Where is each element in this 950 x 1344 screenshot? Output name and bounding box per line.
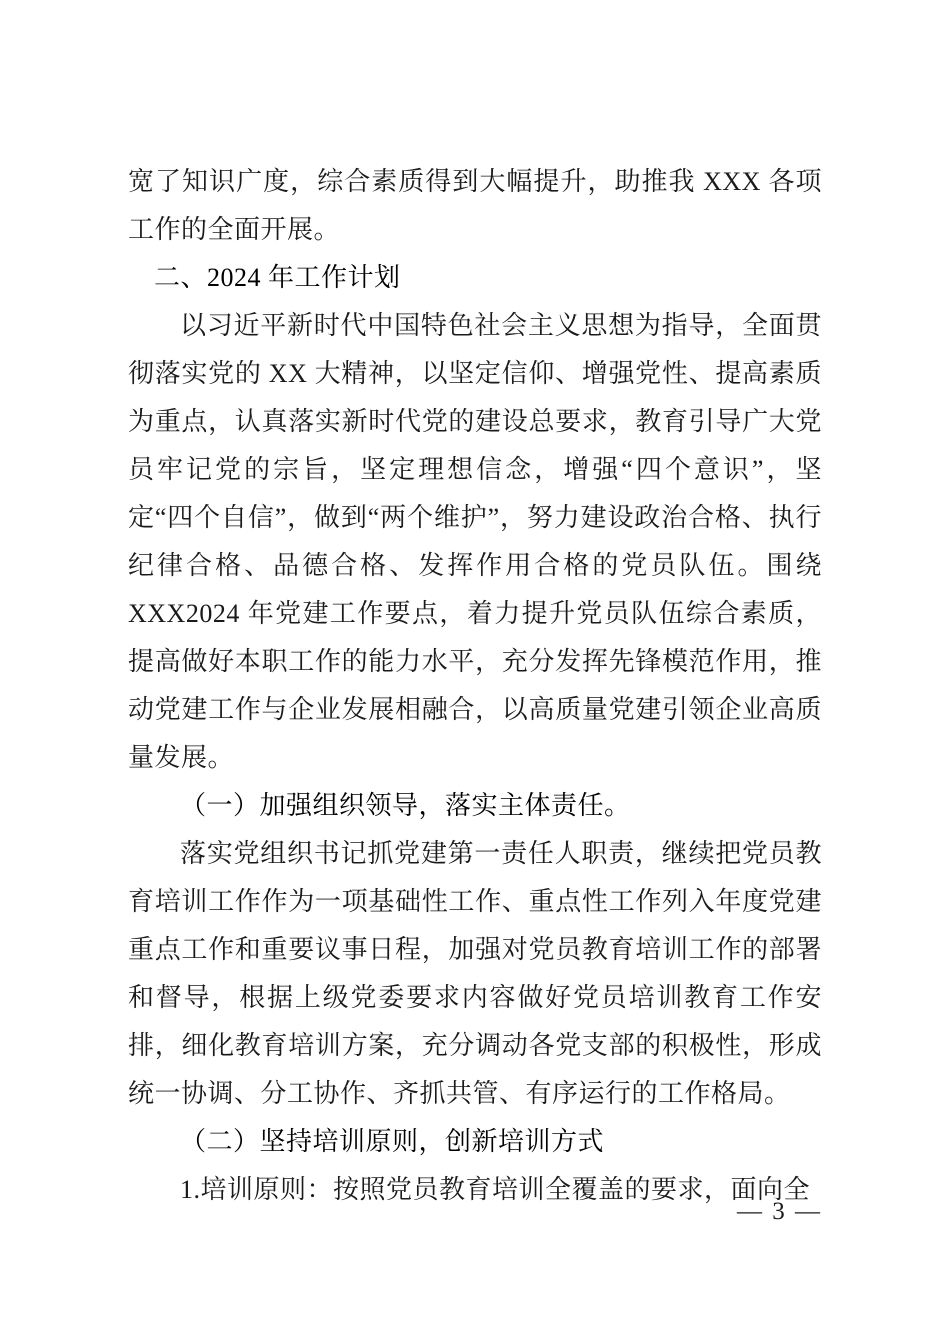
paragraph: 以习近平新时代中国特色社会主义思想为指导，全面贯彻落实党的 XX 大精神，以坚定信仰、增强党性、提高素质为重点，认真落实新时代党的建设总要求，教育引导广大党员牢记党的宗旨，坚定理想信念，增强“四个意识”，坚定“四个自信”，做到“两个维护”，努力建设政治合格、执行纪律合格、品德合格、发挥作用合格的党员队伍。围绕 XXX2024 年党建工作要点，着力提升党员队伍综合素质，提高做好本职工作的能力水平，充分发挥先锋模范作用，推动党建工作与企业发展相融合，以高质量党建引领企业高质量发展。 <box>128 311 822 772</box>
subsection-heading: （一）加强组织领导，落实主体责任。 <box>180 791 631 820</box>
paragraph: 1.培训原则：按照党员教育培训全覆盖的要求，面向全 <box>180 1175 811 1204</box>
page-number: — 3 — <box>737 1198 822 1225</box>
paragraph-continuation: 宽了知识广度，综合素质得到大幅提升，助推我 XXX 各项工作的全面开展。 <box>128 167 822 244</box>
document-body <box>128 158 822 1214</box>
section-heading: 二、2024 年工作计划 <box>154 263 401 292</box>
subsection-heading: （二）坚持培训原则，创新培训方式 <box>180 1127 605 1156</box>
paragraph: 落实党组织书记抓党建第一责任人职责，继续把党员教育培训工作作为一项基础性工作、重点性工作列入年度党建重点工作和重要议事日程，加强对党员教育培训工作的部署和督导，根据上级党委要求内容做好党员培训教育工作安排，细化教育培训方案，充分调动各党支部的积极性，形成统一协调、分工协作、齐抓共管、有序运行的工作格局。 <box>128 839 822 1108</box>
